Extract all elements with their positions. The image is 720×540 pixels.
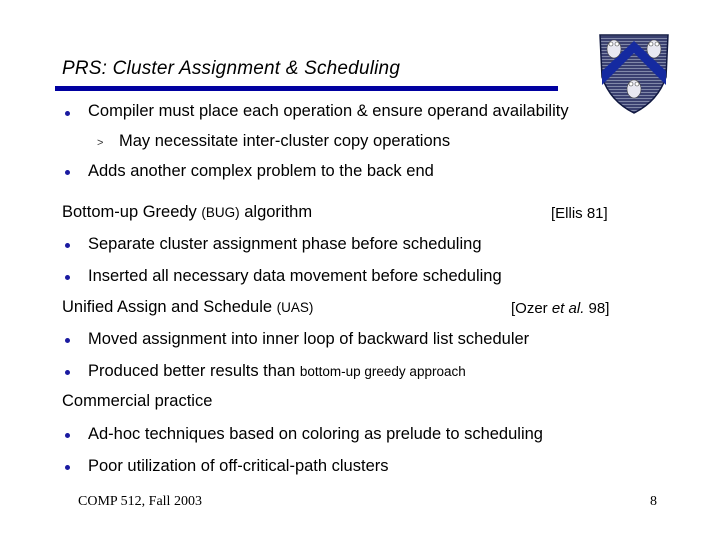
slide-title: PRS: Cluster Assignment & Scheduling [62, 58, 401, 79]
section-heading-commercial: Commercial practice [62, 392, 213, 410]
section-heading-bug: Bottom-up Greedy (BUG) algorithm [62, 203, 313, 221]
bullet-icon [65, 370, 70, 375]
bullet-icon [65, 170, 70, 175]
bullet-text: Produced better results than bottom-up greedy approach [88, 362, 466, 380]
citation-ellis: [Ellis 81] [551, 205, 608, 222]
sub-bullet-text: May necessitate inter-cluster copy operations [119, 132, 451, 150]
section-heading-uas: Unified Assign and Schedule (UAS) [62, 298, 314, 316]
bullet-text: Moved assignment into inner loop of backward list scheduler [88, 330, 530, 348]
bullet-text: Separate cluster assignment phase before scheduling [88, 235, 482, 253]
sub-bullet-marker: > [97, 137, 104, 149]
bullet-icon [65, 433, 70, 438]
bullet-text: Poor utilization of off-critical-path clusters [88, 457, 389, 475]
title-underline-rule [55, 86, 558, 91]
bullet-icon [65, 243, 70, 248]
bullet-icon [65, 275, 70, 280]
bullet-text: Ad-hoc techniques based on coloring as prelude to scheduling [88, 425, 543, 443]
bullet-text: Inserted all necessary data movement before scheduling [88, 267, 502, 285]
footer-page-number: 8 [650, 494, 657, 509]
citation-ozer: [Ozer et al. 98] [511, 300, 610, 317]
rice-university-shield-icon [594, 27, 674, 115]
footer-course: COMP 512, Fall 2003 [78, 494, 202, 509]
bullet-text: Adds another complex problem to the back end [88, 162, 434, 180]
bullet-text: Compiler must place each operation & ensure operand availability [88, 102, 569, 120]
bullet-icon [65, 465, 70, 470]
bullet-icon [65, 338, 70, 343]
bullet-icon [65, 111, 70, 116]
